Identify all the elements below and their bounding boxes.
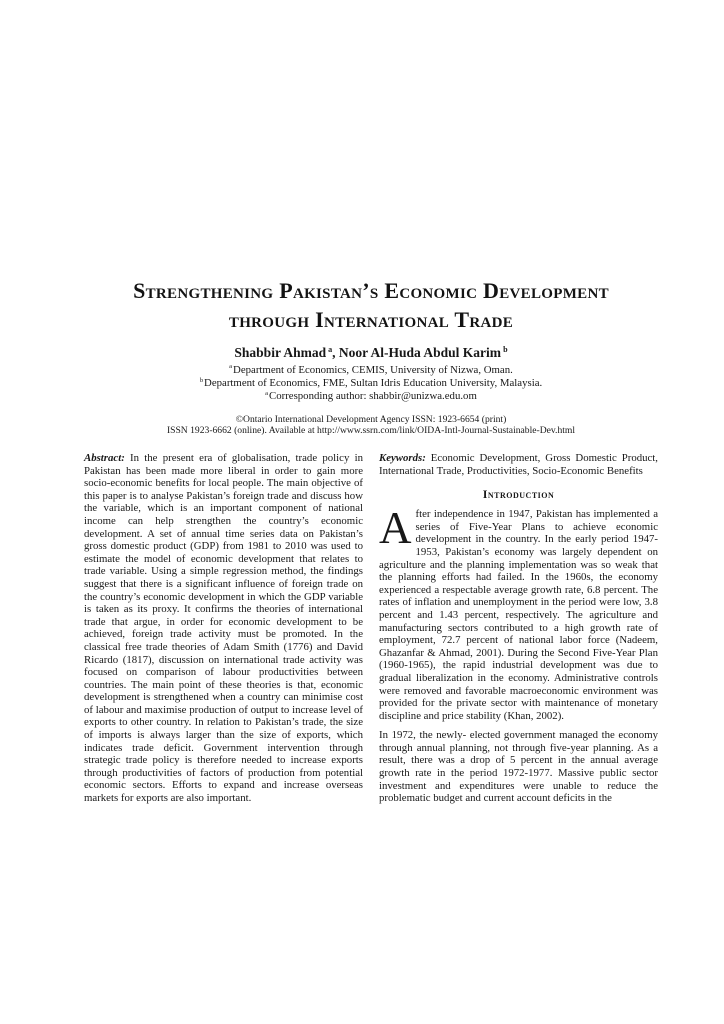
keywords-paragraph [379, 452, 658, 477]
author-2: Noor Al-Huda Abdul Karim [338, 345, 502, 360]
introduction-paragraph-2: In 1972, the newly- elected government managed the economy through annual planning, not through five-year planning. As a result, there was a drop of 5 percent in the annual average growth rate in the period 1972-1977. Massive public sector investment and expenditures were unable to reduce the problematic budget and current account deficits in the [379, 729, 658, 805]
affiliation-2-text: Department of Economics, FME, Sultan Idris Education University, Malaysia. [204, 377, 543, 390]
journal-imprint [84, 414, 658, 437]
dropcap-letter: A [379, 503, 412, 554]
paper-title [84, 276, 658, 334]
author-1-superscript: a [328, 344, 333, 354]
corresponding-author-line [84, 390, 658, 403]
affiliation-1-superscript: a [229, 363, 233, 371]
authors-separator: , [332, 345, 339, 360]
abstract-text: In the present era of globalisation, trade policy in Pakistan has been made more liberal in order to gain more socio-economic benefits for local people. The main objective of this paper is to analyse Pakistan’s foreign trade and discuss how the variable, which is an important component of national income can help strengthen the country’s economic development. A set of annual time series data on Pakistan’s gross domestic product (GDP) from 1981 to 2010 was used to estimate the model of economic development that relates to trade variable. Using a simple regression method, the findings suggest that there is a significant influence of foreign trade on the country’s economic development in which the GDP variable is taken as its proxy. It confirms the theories of international trade that argue, in order for economic development to be achieved, foreign trade activity must be promoted. In the classical free trade theories of Adam Smith (1776) and David Ricardo (1817), discussion on international trade activity was focused on comparison of labour productivities between countries. The main point of these theories is that, economic development is strengthened when a country can minimise cost of labour and maximise production of output to increase level of exports to other country. In relation to Pakistan’s trade, the size of imports is always larger than the size of exports, which indicates trade deficit. Government intervention through strategic trade policy is therefore needed to increase exports through productivities of factors of production from potential economic sectors. Efforts to expand and increase overseas markets for exports are also important. [84, 452, 363, 805]
affiliation-2-superscript: b [199, 376, 204, 384]
affiliation-2 [84, 377, 658, 390]
affiliation-1 [84, 364, 658, 377]
keywords-label: Keywords: [379, 452, 426, 464]
corresponding-author-text: Corresponding author: shabbir@unizwa.edu.om [269, 390, 477, 403]
front-matter [84, 276, 658, 437]
paper-title-line-1: Strengthening Pakistan’s Economic Development [133, 278, 609, 303]
author-1: Shabbir Ahmad [234, 345, 327, 360]
right-column [379, 452, 658, 805]
affiliations-block [84, 364, 658, 404]
affiliation-1-text: Department of Economics, CEMIS, University of Nizwa, Oman. [233, 364, 513, 376]
authors-line [84, 345, 658, 361]
imprint-issn-online-url: ISSN 1923-6662 (online). Available at http://www.ssrn.com/link/OIDA-Intl-Journal-Sustainable-Dev.html [166, 425, 576, 437]
abstract-label: Abstract: [84, 452, 125, 464]
introduction-paragraph-1 [379, 503, 658, 722]
abstract-paragraph [84, 452, 363, 805]
introduction-heading: Introduction [482, 487, 555, 502]
two-column-body [84, 452, 658, 805]
author-2-superscript: b [503, 344, 508, 354]
keywords-text: Economic Development, Gross Domestic Product, International Trade, Productivities, Socio-Economic Benefits [379, 452, 659, 477]
corresponding-author-superscript: a [265, 389, 268, 397]
imprint-issn-print: ©Ontario International Development Agency ISSN: 1923-6654 (print) [235, 413, 507, 425]
left-column [84, 452, 363, 805]
introduction-paragraph-1-text: fter independence in 1947, Pakistan has implemented a series of Five-Year Plans to achieve economic development in the country. In the early period 1947-1953, Pakistan’s economy was largely dependent on agriculture and the planning implementation was so weak that the planning efforts had failed. In the 1960s, the economy experienced a respectable average growth rate, 6.8 percent. The rates of inflation and unemployment in the period were low, 3.8 percent and 1.43 percent, respectively. The agriculture and manufacturing sectors contributed to a high growth rate of employment, 72.7 percent of national labor force (Nadeem, Ghazanfar & Ahmad, 2001). During the Second Five-Year Plan (1960-1965), the rapid industrial development was due to gradual liberalization in the economy. Administrative controls were removed and favorable macroeconomic environment was provided for the private sector with maintenance of monetary discipline and price stability (Khan, 2002). [379, 508, 658, 722]
paper-title-line-2: through International Trade [228, 307, 514, 332]
